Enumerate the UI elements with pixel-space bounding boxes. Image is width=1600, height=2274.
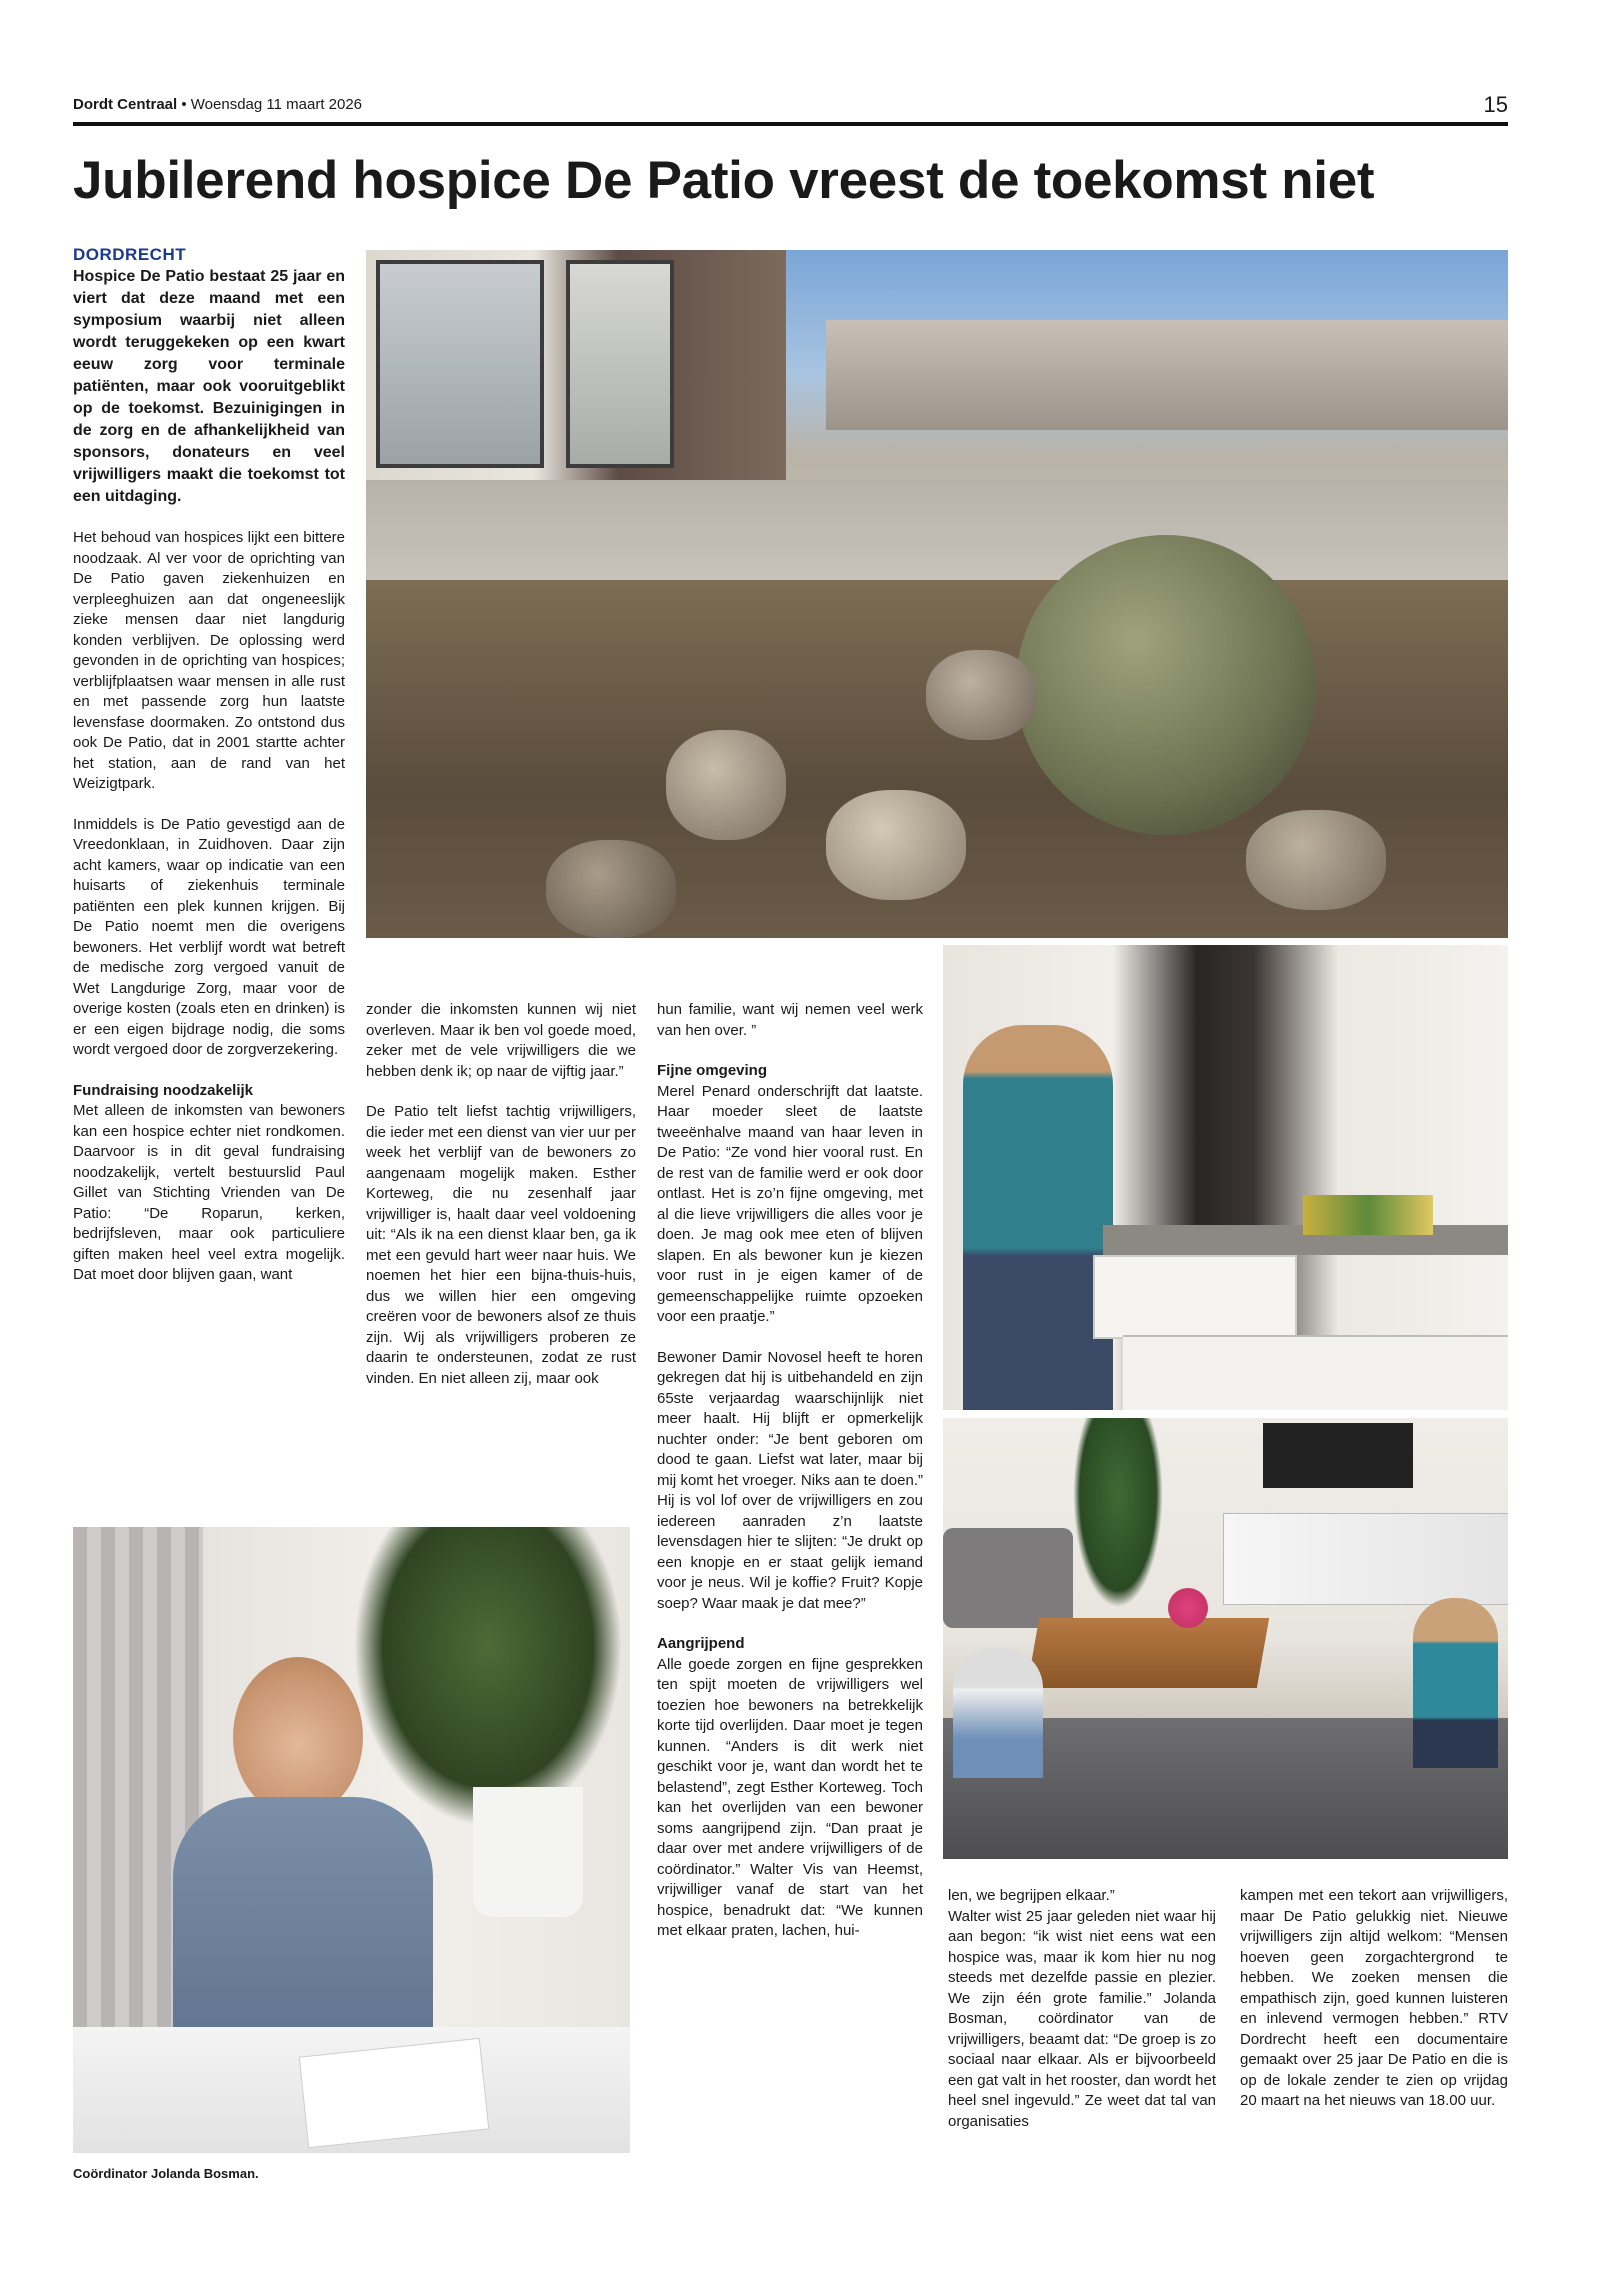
plant-pot xyxy=(473,1787,583,1917)
resident-man xyxy=(953,1648,1043,1778)
column-5 xyxy=(1240,1886,1508,2132)
moss-stone-sphere xyxy=(1016,535,1316,835)
header-rule xyxy=(73,122,1508,126)
article-kicker: DORDRECHT xyxy=(73,245,187,264)
volunteer-woman xyxy=(963,1025,1113,1410)
patio-garden-photo xyxy=(366,250,1508,938)
paragraph: Inmiddels is De Patio gevestigd aan de Vreedonklaan, in Zuidhoven. Daar zijn acht kamers, waar op indicatie van een huisarts of ziekenhuis terminale patiënten een plek kunnen krijgen. Bij De Patio noemt men die overigens bewoners. Het verblijf wordt wat betreft de medische zorg vergoed vanuit de Wet Langdurige Zorg, maar voor de overige kosten (zoals eten en drinken) is er een eigen bijdrage nodig, die soms wordt vergoed door de zorgverzekering. xyxy=(73,815,345,1058)
television xyxy=(1263,1423,1413,1488)
kitchen-volunteer-photo xyxy=(943,945,1508,1410)
page-number: 15 xyxy=(1483,92,1508,117)
coordinator-portrait-photo xyxy=(73,1527,630,2153)
paragraph: Merel Penard onderschrijft dat laatste. Haar moeder sleet de laatste tweeënhalve maand van haar leven in De Patio: “Ze vond hier vooral rust. En de rest van de familie werd er ook door ontlast. Het is zo’n fijne omgeving, met al die lieve vrijwilligers die alles voor je doen. Je mag ook mee eten of blijven slapen. En als bewoner kun je kiezen voor rust in je eigen kamer of de gemeenschappelijke ruimte opzoeken voor een praatje.” xyxy=(657,1082,923,1325)
living-room-photo xyxy=(943,1418,1508,1859)
plant xyxy=(1073,1418,1163,1608)
subheading: Aangrijpend xyxy=(657,1635,745,1652)
background-building xyxy=(826,320,1508,430)
publication-name: Dordt Centraal xyxy=(73,96,178,113)
paragraph: len, we begrijpen elkaar.” xyxy=(948,1887,1115,1904)
column-2 xyxy=(366,1000,636,1409)
paragraph: zonder die inkomsten kunnen wij niet overleven. Maar ik ben vol goede moed, zeker met de vele vrijwilligers die we hebben denk ik; op naar de vijftig jaar.” xyxy=(366,1001,636,1080)
volunteer-woman xyxy=(1413,1598,1498,1768)
page-header xyxy=(73,96,362,113)
subheading: Fundraising noodzakelijk xyxy=(73,1081,254,1099)
header-separator: • xyxy=(181,96,187,113)
rock xyxy=(926,650,1036,740)
rock xyxy=(546,840,676,938)
rock xyxy=(666,730,786,840)
window xyxy=(566,260,674,468)
papers xyxy=(299,2038,490,2149)
paragraph: De Patio telt liefst tachtig vrijwilligers, die ieder met een dienst van vier uur per week het verblijf van de bewoners zo aangenaam mogelijk maken. Esther Korteweg, die nu zesenhalf jaar vrijwilliger is, haalt daar veel voldoening uit: “Als ik na een dienst klaar ben, ga ik met een gevuld hart weer naar huis. We noemen het hier een bijna-thuis-huis, dus we willen hier een omgeving creëren voor de bewoners alsof ze thuis zijn. Wij als vrijwilligers proberen ze daarin te ondersteunen, zodat ze rust vinden. En niet alleen zij, maar ook xyxy=(366,1103,636,1387)
paragraph: Het behoud van hospices lijkt een bittere noodzaak. Al ver voor de oprichting van De Patio gaven ziekenhuizen en verpleeghuizen aan dat ongeneeslijk zieke mensen daar niet langdurig konden verblijven. De oplossing werd gevonden in de oprichting van hospices; verblijfplaatsen waar mensen in alle rust en met passende zorg hun laatste levensfase doormaken. Zo ontstond dus ook De Patio, dat in 2001 startte achter het station, aan de rand van het Weizigtpark. xyxy=(73,529,345,792)
coffee-table xyxy=(1027,1618,1269,1688)
column-1 xyxy=(73,244,345,1306)
paragraph: hun familie, want wij nemen veel werk van hen over. ” xyxy=(657,1001,923,1039)
rock xyxy=(1246,810,1386,910)
woman-head xyxy=(233,1657,363,1817)
column-4 xyxy=(948,1886,1216,2152)
issue-date: Woensdag 11 maart 2026 xyxy=(190,96,363,113)
paragraph: kampen met een tekort aan vrijwilligers, maar De Patio gelukkig niet. Nieuwe vrijwilligers zijn altijd welkom: “Mensen hoeven geen zorgachtergrond te hebben. We zoeken mensen die empathisch zijn, goed kunnen luisteren en inlevend vermogen hebben.” RTV Dordrecht heeft een documentaire gemaakt over 25 jaar De Patio en die is op de lokale zender te zien op vrijdag 20 maart na het nieuws van 18.00 uur. xyxy=(1240,1887,1508,2109)
paragraph: Alle goede zorgen en fijne gesprekken ten spijt moeten de vrijwilligers wel toezien hoe bewoners na betrekkelijk korte tijd overlijden. Daar moet je tegen kunnen. “Anders is dit werk niet geschikt voor je, want dan wordt het te belastend”, zegt Esther Korteweg. Toch kan het overlijden van een bewoner soms aangrijpend zijn. “Dan praat je daar over met andere vrijwilligers of de coördinator.” Walter Vis van Heemst, vrijwilliger vanaf de start van het hospice, benadrukt dat: “We kunnen met elkaar praten, lachen, hui- xyxy=(657,1655,923,1939)
article-lead: Hospice De Patio bestaat 25 jaar en viert dat deze maand met een symposium waarbij niet alleen wordt teruggekeken op een kwart eeuw zorg voor terminale patiënten, maar ook vooruitgeblikt op de toekomst. Bezuinigingen in de zorg en de afhankelijkheid van sponsors, donateurs en veel vrijwilligers maakt die toekomst tot een uitdaging. xyxy=(73,268,345,505)
column-3 xyxy=(657,1000,923,1962)
cabinet xyxy=(1123,1335,1508,1410)
article-title: Jubilerend hospice De Patio vreest de toekomst niet xyxy=(73,151,1375,210)
tea-box xyxy=(1303,1195,1433,1235)
flowers xyxy=(1168,1588,1208,1628)
photo-caption: Coördinator Jolanda Bosman. xyxy=(73,2166,259,2181)
paragraph: Walter wist 25 jaar geleden niet waar hij aan begon: “ik wist niet eens wat een hospice was, maar ik kom hier nu nog steeds met dezelfde passie en plezier. We zijn één grote familie.” Jolanda Bosman, coördinator van de vrijwilligers, beaamt dat: “De groep is zo sociaal naar elkaar. Als er bijvoorbeeld een gat valt in het rooster, dan wordt het heel snel ingevuld.” Ze weet dat tal van organisaties xyxy=(948,1907,1216,2130)
subheading: Fijne omgeving xyxy=(657,1062,768,1079)
palm-plant xyxy=(353,1527,623,1827)
rock xyxy=(826,790,966,900)
window xyxy=(376,260,544,468)
paragraph: Met alleen de inkomsten van bewoners kan een hospice echter niet rondkomen. Daarvoor is in dit geval fundraising noodzakelijk, vertelt bestuurslid Paul Gillet van Stichting Vrienden van De Patio: “De Roparun, kerken, bedrijfsleven, maar ook particuliere giften maken heel veel extra mogelijk. Dat moet door blijven gaan, want xyxy=(73,1102,345,1283)
sofa xyxy=(943,1528,1073,1628)
paragraph: Bewoner Damir Novosel heeft te horen gekregen dat hij is uitbehandeld en zijn 65ste verjaardag waarschijnlijk niet meer haalt. Hij blijft er opmerkelijk nuchter onder: “Je bent geboren om dood te gaan. Liefst wat later, maar bij mij komt het vroeger. Niks aan te doen.” Hij is vol lof over de vrijwilligers en zou iedereen aanraden z’n laatste levensdagen hier te slijten: “Je drukt op een knopje en er staat gelijk iemand voor je neus. Wil je koffie? Fruit? Kopje soep? Waar maak je dat mee?” xyxy=(657,1348,923,1612)
tv-cabinet xyxy=(1223,1513,1508,1605)
drawer xyxy=(1093,1255,1297,1339)
